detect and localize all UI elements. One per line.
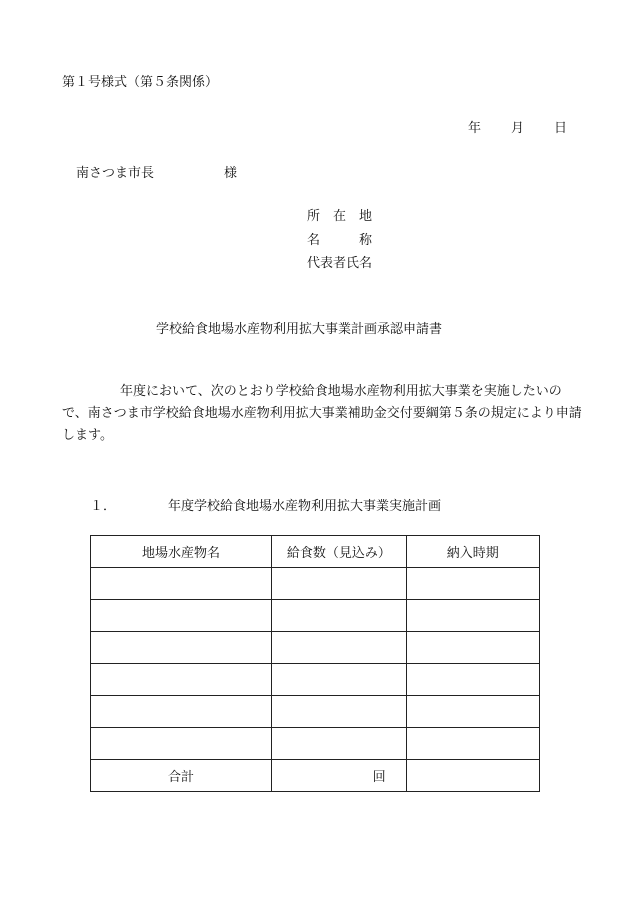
section-heading [90,495,441,514]
table-row [91,632,540,664]
addressee [76,162,237,181]
fish-name-cell[interactable] [91,568,272,600]
section-number: １． [90,499,117,514]
meal-count-cell[interactable] [272,664,406,696]
table-row [91,664,540,696]
delivery-period-cell[interactable] [406,696,539,728]
meal-count-cell[interactable] [272,568,406,600]
table-body [91,568,540,792]
meal-count-cell[interactable] [272,632,406,664]
addressee-name: 南さつま市長 [76,166,155,181]
table-row [91,696,540,728]
form-number: 第１号様式（第５条関係） [62,75,219,90]
section-title: 年度学校給食地場水産物利用拡大事業実施計画 [168,499,442,514]
date-line [468,117,567,136]
header-meal-count: 給食数（見込み） [272,536,406,568]
fish-name-cell[interactable] [91,664,272,696]
document-title: 学校給食地場水産物利用拡大事業計画承認申請書 [156,322,443,337]
total-unit: 回 [272,760,406,792]
delivery-period-cell[interactable] [406,632,539,664]
total-label: 合計 [91,760,272,792]
date-year: 年 [468,121,482,136]
table-row [91,568,540,600]
date-day: 日 [554,121,568,136]
header-delivery-period: 納入時期 [406,536,539,568]
plan-table [90,535,540,792]
delivery-period-cell[interactable] [406,568,539,600]
body-text: 年度において、次のとおり学校給食地場水産物利用拡大事業を実施したいので、南さつま市学校給食地場水産物利用拡大事業補助金交付要綱第５条の規定により申請します。 [62,384,582,443]
fish-name-cell[interactable] [91,632,272,664]
addressee-honorific: 様 [224,166,238,181]
fish-name-cell[interactable] [91,696,272,728]
table-total-row [91,760,540,792]
table-header-row [91,536,540,568]
header-fish-name: 地場水産物名 [91,536,272,568]
body-paragraph [62,381,582,447]
delivery-period-cell[interactable] [406,728,539,760]
fish-name-cell[interactable] [91,600,272,632]
delivery-period-cell[interactable] [406,600,539,632]
table-row [91,728,540,760]
fish-name-cell[interactable] [91,728,272,760]
applicant-location-label: 所 在 地 [307,209,373,224]
applicant-representative-label: 代表者氏名 [307,256,373,271]
delivery-period-cell[interactable] [406,664,539,696]
meal-count-cell[interactable] [272,728,406,760]
date-month: 月 [511,121,525,136]
total-delivery-cell[interactable] [406,760,539,792]
table-row [91,600,540,632]
meal-count-cell[interactable] [272,696,406,728]
meal-count-cell[interactable] [272,600,406,632]
applicant-name-label: 名 称 [307,233,373,248]
